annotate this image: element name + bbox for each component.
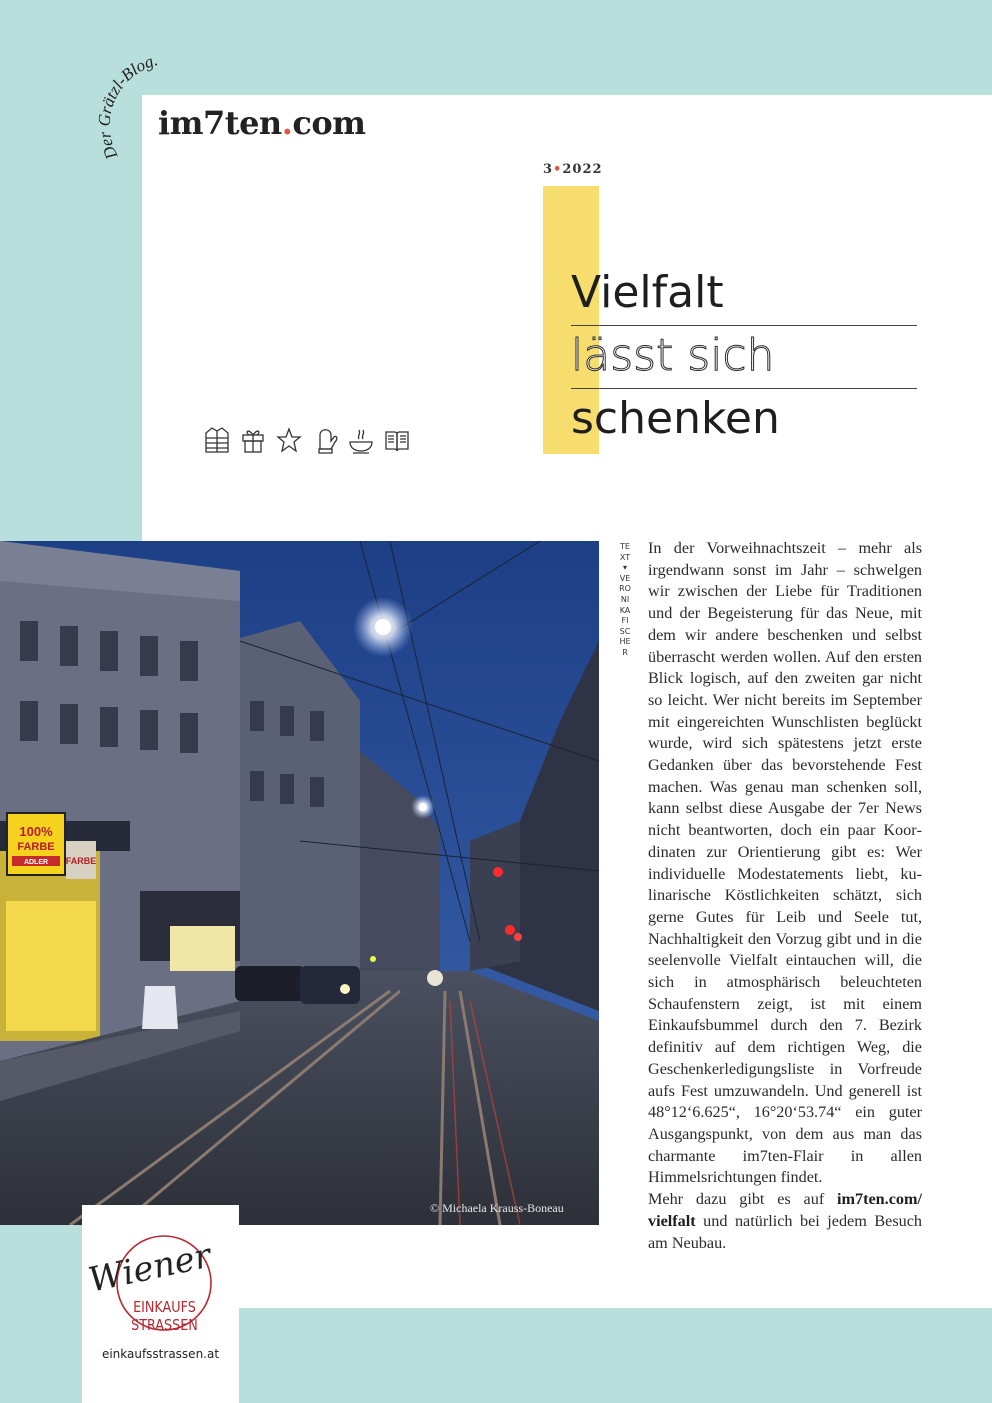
article-paragraph-1: In der Vorweihnachtszeit – mehr als irgendwann sonst im Jahr – schwelgen wir zwischen der Liebe für Traditionen und der Begeisterung für das Neue, mit dem wir andere beschenken und selbst überrascht werden wollen. Auf den ersten Blick logisch, auf den zweiten gar nicht so leicht. Wer nicht bereits im September mit eingereichten Wunschlisten beglückt wurde, wird sich spätestens jetzt erste Gedanken über das bevorstehende Fest machen. Was genau man schenken soll, kann selbst diese Ausgabe der 7er News nicht beantworten, doch ein paar Koordinaten zur Orientierung gibt es: Wer individuelle Modestatements liebt, kulinarische Köstlichkeiten schätzt, sich gerne Gutes für Leib und Seele tut, Nachhaltigkeit den Vorzug gibt und in die seelenvolle Vielfalt eintauchen will, die sich in atmosphärisch beleuchteten Schaufenstern zeigt, ist mit einem Einkaufsbummel durch den 7. Bezirk definitiv auf dem richtigen Weg, die Geschenkerledigungsliste in Vorfreude aufs Fest umzuwandeln. Und generell ist 48°12‘6.625“, 16°20‘53.74“ ein guter Ausgangspunkt, von dem aus man das charmante im7ten-Flair in allen Himmelsrichtungen findet.: [648, 539, 922, 1187]
brand-dot: .: [281, 104, 293, 142]
title-rule-1: [571, 325, 917, 326]
issue-number: [543, 162, 603, 177]
title-line-1: Vielfalt: [571, 267, 724, 318]
issue-dot: •: [553, 162, 563, 177]
side-sign: FARBE: [65, 856, 97, 866]
brand-name: im7ten: [158, 104, 282, 142]
issue-year: 2022: [562, 162, 603, 177]
svg-text:100%: 100%: [19, 824, 53, 839]
gift-icon: [239, 425, 267, 455]
brand-logo[interactable]: [158, 104, 366, 142]
title-line-2: lässt sich: [571, 330, 775, 381]
blog-tagline: Der Grätzl-Blog.: [94, 50, 160, 163]
book-icon: [383, 425, 411, 455]
logo-url[interactable]: einkaufsstrassen.at: [101, 1347, 220, 1361]
paragraph-2-prefix: Mehr dazu gibt es auf: [648, 1190, 838, 1209]
svg-text:Der Grätzl-Blog.: [95, 50, 160, 163]
author-byline: TEXT▾ VERONIKA FISCHER: [619, 542, 631, 657]
logo-line-1: EINKAUFS: [133, 1299, 196, 1317]
shop-sign: [7, 813, 65, 875]
paragraph-2-suffix: und natürlich bei jedem Besuch am Neubau.: [648, 1211, 922, 1252]
svg-text:ADLER: ADLER: [23, 859, 49, 866]
logo-line-2: STRASSEN: [131, 1317, 198, 1335]
vielfalt-link[interactable]: im7ten.com/ vielfalt: [648, 1190, 922, 1230]
jacket-icon: [203, 425, 231, 455]
gift-category-icons: [203, 425, 411, 455]
photo-credit: © Michaela Krauss-Boneau: [430, 1201, 564, 1215]
mitten-icon: [311, 425, 339, 455]
brand-tld: com: [292, 104, 366, 142]
issue-num: 3: [543, 162, 554, 177]
article-paragraph-2: [648, 1189, 922, 1254]
partner-logo[interactable]: [82, 1205, 239, 1403]
star-icon: [275, 425, 303, 455]
wiener-einkaufsstrassen-logo: [82, 1205, 239, 1345]
logo-script: Wiener: [85, 1235, 215, 1301]
street-photo: [0, 541, 599, 1225]
steaming-bowl-icon: [347, 425, 375, 455]
title-rule-2: [571, 388, 917, 389]
svg-text:FARBE: FARBE: [17, 841, 55, 853]
title-line-3: schenken: [571, 393, 780, 444]
article-body: [648, 538, 922, 1254]
